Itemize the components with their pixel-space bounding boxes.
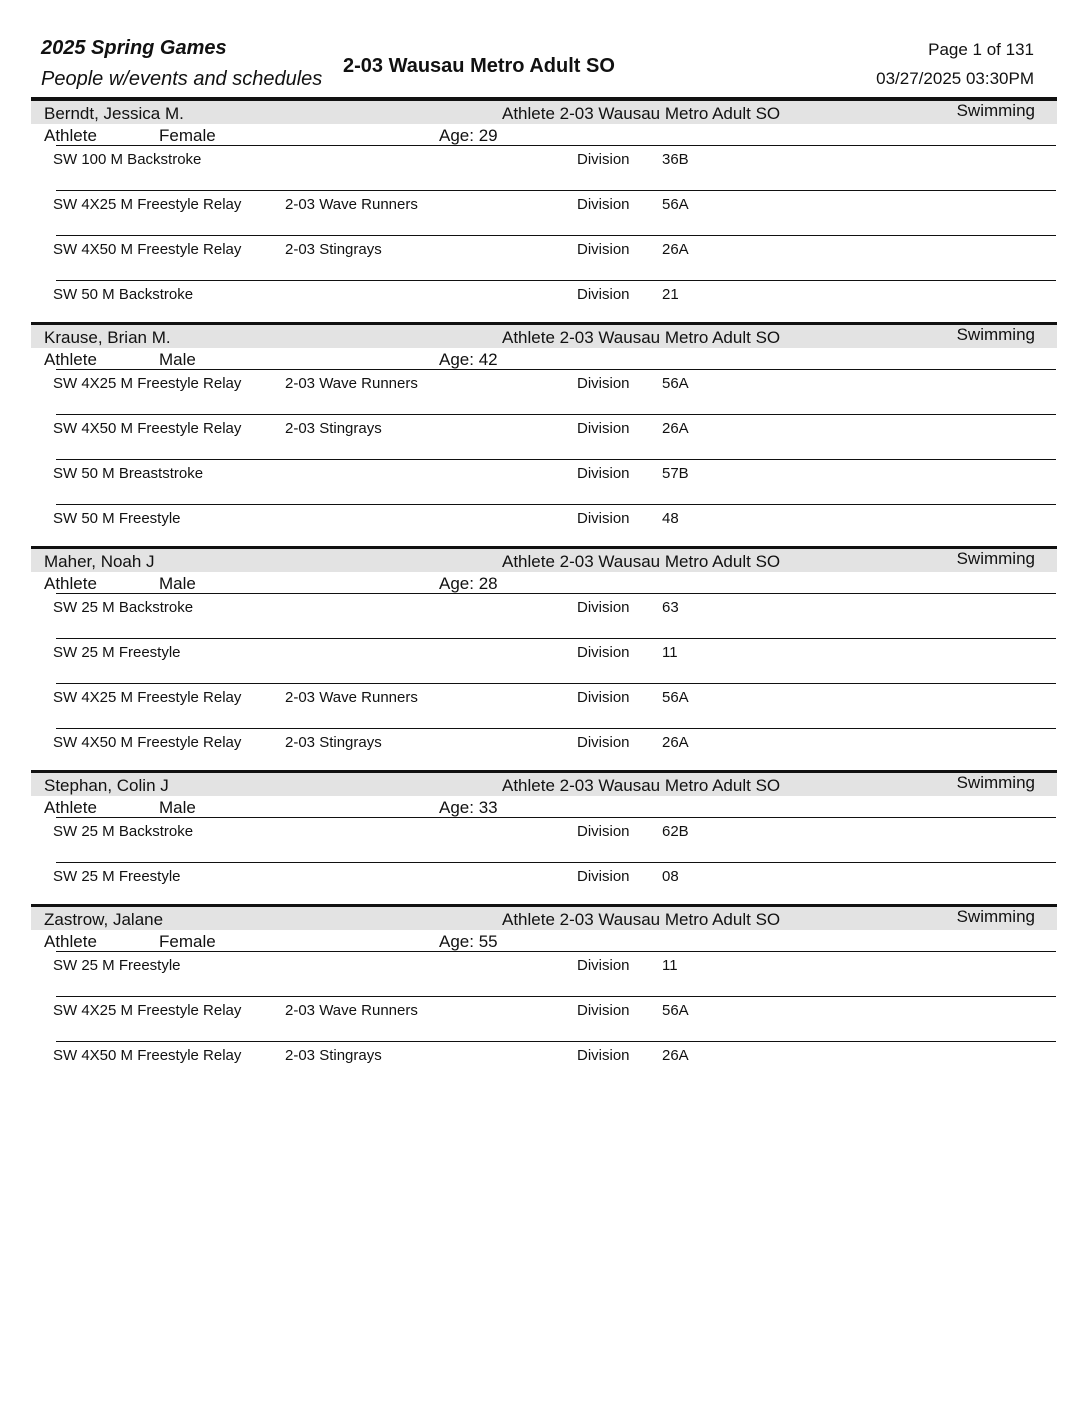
event-row [0,1041,1088,1086]
event-row [0,683,1088,728]
event-division-label: Division [577,196,630,213]
event-rule [56,504,1056,505]
person-header-band [31,101,1057,124]
event-row [0,504,1088,549]
event-division: 56A [662,689,689,706]
event-row [0,728,1088,773]
person-age: Age: 42 [439,350,498,369]
person-type: Athlete [44,932,97,951]
event-division: 26A [662,734,689,751]
person-record [0,907,1088,1086]
person-sport: Swimming [956,325,1035,344]
people-list [0,101,1088,1086]
event-team: 2-03 Wave Runners [285,375,418,392]
event-division-label: Division [577,823,630,840]
event-name: SW 25 M Freestyle [53,868,181,885]
event-division: 48 [662,510,679,527]
event-rule [56,638,1056,639]
person-header-band [31,773,1057,796]
event-rule [56,951,1056,952]
event-rule [56,817,1056,818]
event-row [0,996,1088,1041]
event-name: SW 4X50 M Freestyle Relay [53,734,242,751]
event-team: 2-03 Wave Runners [285,1002,418,1019]
event-team: 2-03 Wave Runners [285,689,418,706]
event-division: 11 [662,644,678,661]
event-division-label: Division [577,465,630,482]
person-role-team: Athlete 2-03 Wausau Metro Adult SO [502,328,781,347]
person-age: Age: 33 [439,798,498,817]
event-division-label: Division [577,734,630,751]
person-gender: Male [159,798,196,817]
event-name: SW 4X25 M Freestyle Relay [53,196,242,213]
event-name: SW 25 M Backstroke [53,823,194,840]
event-division-label: Division [577,868,630,885]
event-list [0,145,1088,325]
organization-title: 2-03 Wausau Metro Adult SO [343,55,615,77]
event-row [0,817,1088,862]
event-row [0,145,1088,190]
event-name: SW 25 M Backstroke [53,599,194,616]
event-rule [56,862,1056,863]
person-age: Age: 28 [439,574,498,593]
event-division: 56A [662,196,689,213]
report-datetime: 03/27/2025 03:30PM [876,69,1034,88]
event-rule [56,593,1056,594]
event-rule [56,280,1056,281]
event-division-label: Division [577,644,630,661]
event-rule [56,728,1056,729]
event-name: SW 50 M Backstroke [53,286,194,303]
event-name: SW 4X50 M Freestyle Relay [53,1047,242,1064]
event-name: SW 4X25 M Freestyle Relay [53,375,242,392]
event-division: 26A [662,420,689,437]
event-division-label: Division [577,286,630,303]
event-row [0,951,1088,996]
event-division: 11 [662,957,678,974]
person-sport: Swimming [956,549,1035,568]
event-list [0,951,1088,1086]
person-info-row [0,930,1088,951]
event-rule [56,996,1056,997]
person-type: Athlete [44,798,97,817]
person-type: Athlete [44,350,97,369]
event-name: SW 50 M Breaststroke [53,465,204,482]
person-name: Berndt, Jessica M. [44,104,184,123]
event-row [0,862,1088,907]
event-division: 57B [662,465,689,482]
event-name: SW 25 M Freestyle [53,644,181,661]
event-division-label: Division [577,510,630,527]
event-rule [56,235,1056,236]
person-type: Athlete [44,126,97,145]
event-rule [56,369,1056,370]
event-name: SW 4X25 M Freestyle Relay [53,689,242,706]
person-record [0,773,1088,907]
event-team: 2-03 Wave Runners [285,196,418,213]
event-division: 56A [662,375,689,392]
event-team: 2-03 Stingrays [285,734,382,751]
person-gender: Female [159,932,216,951]
event-row [0,593,1088,638]
event-division-label: Division [577,1002,630,1019]
person-role-team: Athlete 2-03 Wausau Metro Adult SO [502,552,781,571]
event-division-label: Division [577,241,630,258]
person-record [0,325,1088,549]
person-name: Krause, Brian M. [44,328,171,347]
event-division: 36B [662,151,689,168]
person-header-band [31,549,1057,572]
event-name: SW 4X50 M Freestyle Relay [53,420,242,437]
page-number: Page 1 of 131 [928,40,1034,59]
person-record [0,101,1088,325]
event-row [0,190,1088,235]
person-header-band [31,325,1057,348]
event-division: 26A [662,1047,689,1064]
event-division-label: Division [577,957,630,974]
event-name: SW 50 M Freestyle [53,510,181,527]
person-age: Age: 29 [439,126,498,145]
event-list [0,593,1088,773]
person-gender: Male [159,574,196,593]
event-division: 56A [662,1002,689,1019]
person-gender: Female [159,126,216,145]
person-sport: Swimming [956,773,1035,792]
event-division: 62B [662,823,689,840]
event-row [0,414,1088,459]
event-team: 2-03 Stingrays [285,1047,382,1064]
person-record [0,549,1088,773]
person-info-row [0,124,1088,145]
event-division-label: Division [577,375,630,392]
event-division: 08 [662,868,679,885]
event-list [0,817,1088,907]
event-name: SW 25 M Freestyle [53,957,181,974]
event-division-label: Division [577,1047,630,1064]
event-rule [56,145,1056,146]
event-division-label: Division [577,151,630,168]
event-rule [56,414,1056,415]
report-subtitle: People w/events and schedules [41,68,323,90]
event-division: 26A [662,241,689,258]
person-gender: Male [159,350,196,369]
person-sport: Swimming [956,907,1035,926]
person-header-band [31,907,1057,930]
event-division-label: Division [577,599,630,616]
event-row [0,280,1088,325]
event-team: 2-03 Stingrays [285,420,382,437]
person-info-row [0,348,1088,369]
event-rule [56,190,1056,191]
event-rule [56,459,1056,460]
event-name: SW 4X25 M Freestyle Relay [53,1002,242,1019]
person-role-team: Athlete 2-03 Wausau Metro Adult SO [502,910,781,929]
event-row [0,459,1088,504]
event-division: 21 [662,286,679,303]
person-type: Athlete [44,574,97,593]
event-division: 63 [662,599,679,616]
report-title: 2025 Spring Games [41,37,227,59]
event-row [0,638,1088,683]
person-age: Age: 55 [439,932,498,951]
person-role-team: Athlete 2-03 Wausau Metro Adult SO [502,104,781,123]
person-info-row [0,572,1088,593]
person-role-team: Athlete 2-03 Wausau Metro Adult SO [502,776,781,795]
event-row [0,235,1088,280]
event-name: SW 100 M Backstroke [53,151,202,168]
person-name: Maher, Noah J [44,552,155,571]
person-sport: Swimming [956,101,1035,120]
event-rule [56,1041,1056,1042]
event-name: SW 4X50 M Freestyle Relay [53,241,242,258]
event-rule [56,683,1056,684]
event-team: 2-03 Stingrays [285,241,382,258]
event-row [0,369,1088,414]
person-name: Stephan, Colin J [44,776,169,795]
person-name: Zastrow, Jalane [44,910,164,929]
event-list [0,369,1088,549]
event-division-label: Division [577,689,630,706]
person-info-row [0,796,1088,817]
event-division-label: Division [577,420,630,437]
